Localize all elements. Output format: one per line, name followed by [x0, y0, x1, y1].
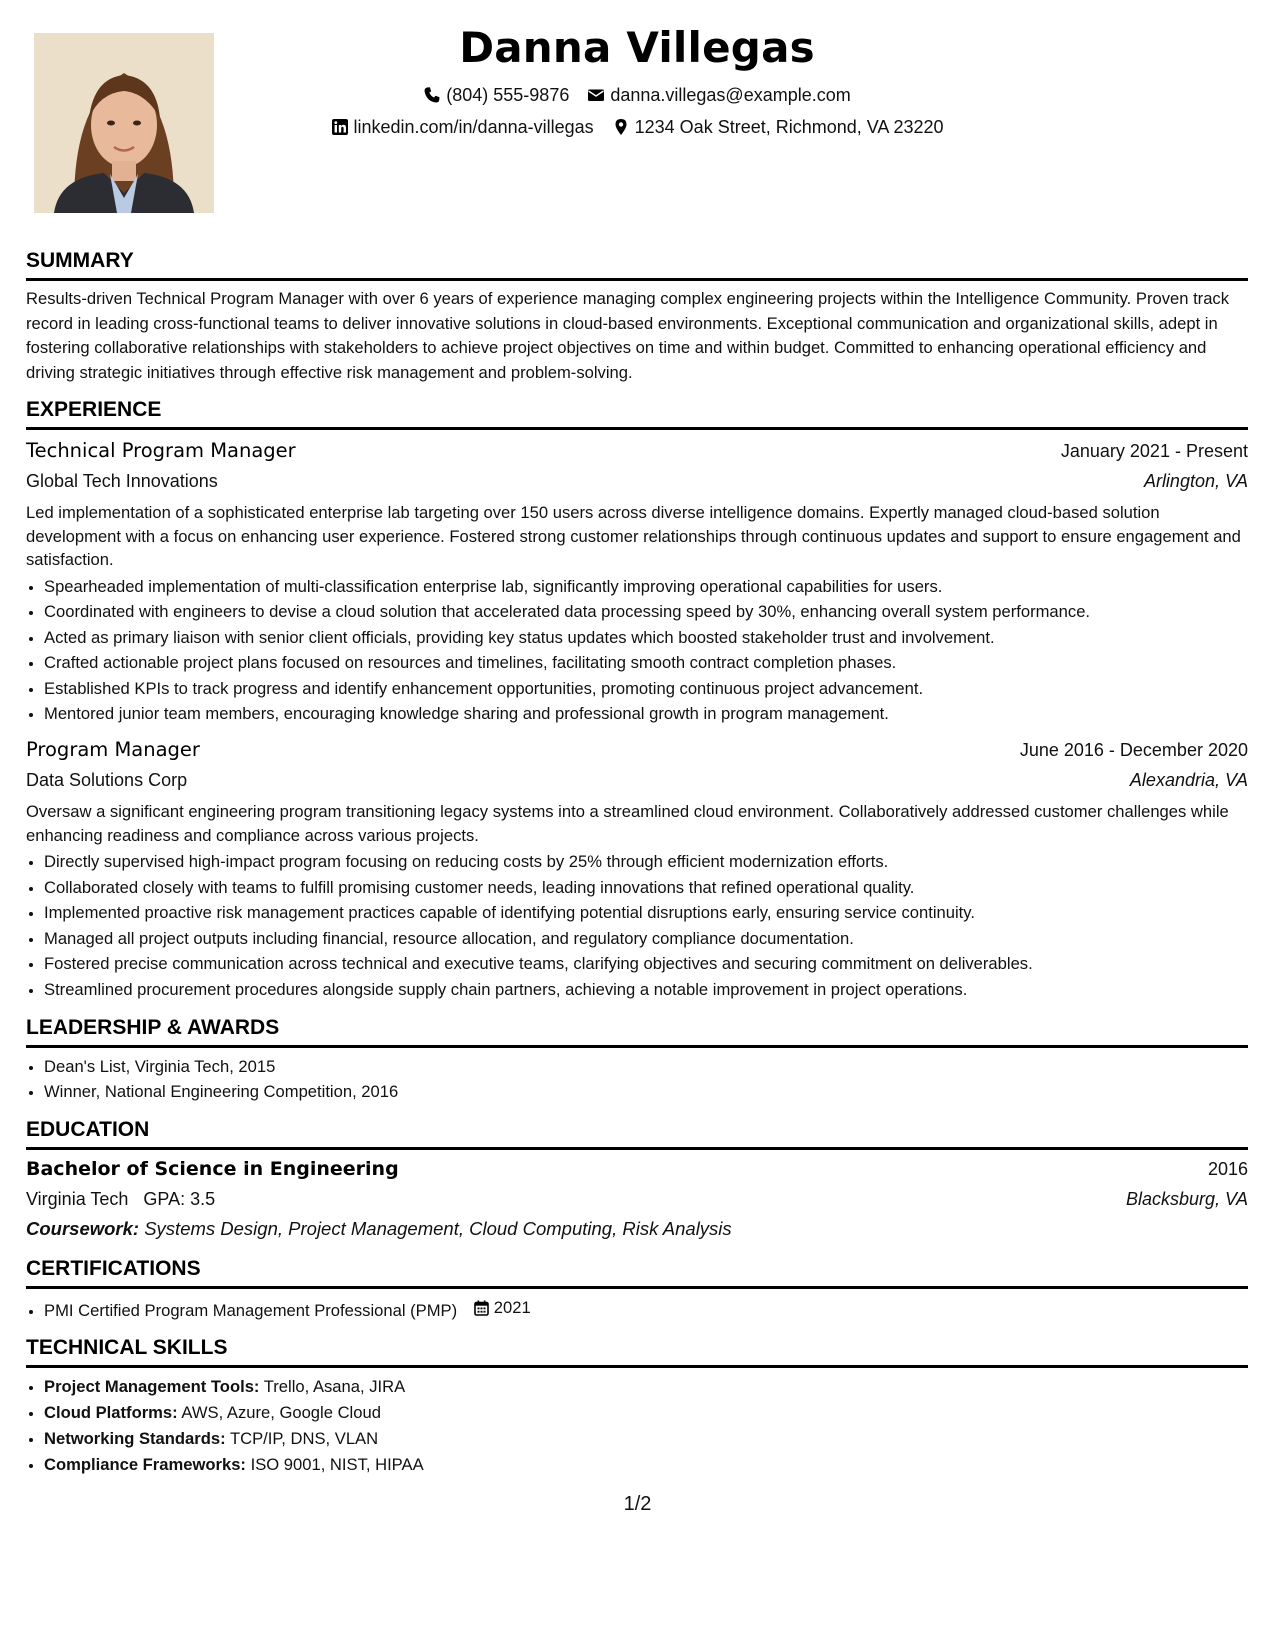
resume-page — [26, 0, 1248, 1489]
list-item — [44, 1452, 1248, 1478]
job-dates: June 2016 - December 2020 — [1019, 740, 1248, 761]
job-description: Oversaw a significant engineering program transitioning legacy systems into a streamlined cloud environment. Collaboratively addressed customer challenges while enhancing readiness and compliance across various projects. — [26, 802, 1229, 845]
contact-line-1 — [26, 83, 1248, 107]
name-block — [26, 20, 1248, 139]
awards-heading: LEADERSHIP & AWARDS — [26, 1015, 1248, 1048]
linkedin-contact[interactable] — [331, 115, 594, 139]
list-item: • Winner, National Engineering Competition, 2016 — [44, 1079, 1248, 1105]
map-pin-icon — [612, 118, 630, 136]
skills-list — [26, 1374, 1248, 1477]
certification-year: 2021 — [493, 1297, 531, 1317]
email-address: danna.villegas@example.com — [610, 85, 851, 105]
skill-label: Cloud Platforms: — [44, 1403, 178, 1422]
list-item: • Dean's List, Virginia Tech, 2015 — [44, 1054, 1248, 1080]
page-number: 1/2 — [623, 1493, 652, 1515]
job-dates: January 2021 - Present — [1060, 441, 1248, 461]
summary-section — [26, 248, 1248, 385]
list-item: • Mentored junior team members, encouraging knowledge sharing and professional growth in program management. — [44, 701, 1248, 727]
job-title: Program Manager — [26, 738, 200, 762]
job-bullets — [26, 849, 1248, 1003]
summary-heading: SUMMARY — [26, 248, 1248, 281]
coursework-list: Systems Design, Project Management, Cloud Computing, Risk Analysis — [144, 1217, 732, 1239]
list-item: • Directly supervised high-impact program focusing on reducing costs by 25% through efficient modernization efforts. — [44, 849, 1248, 875]
skill-value: ISO 9001, NIST, HIPAA — [250, 1454, 424, 1474]
school-info — [26, 1184, 215, 1214]
job-entry — [26, 735, 1248, 1003]
job-title: Technical Program Manager — [26, 439, 296, 462]
list-item — [44, 1374, 1248, 1400]
awards-list — [26, 1054, 1248, 1105]
list-item: • Collaborated closely with teams to fulfill promising customer needs, leading innovations that refined operational quality. — [44, 875, 1248, 901]
email-contact[interactable] — [587, 83, 850, 107]
certifications-list — [26, 1295, 1248, 1323]
contact-line-2 — [26, 115, 1248, 139]
degree-title: Bachelor of Science in Engineering — [26, 1157, 399, 1180]
gpa: GPA: 3.5 — [143, 1188, 216, 1209]
list-item: • Managed all project outputs including financial, resource allocation, and regulatory compliance documentation. — [44, 926, 1248, 952]
phone-icon — [423, 86, 441, 104]
job-entry — [26, 436, 1248, 727]
skill-label: Networking Standards: — [44, 1428, 226, 1448]
coursework-label: Coursework: — [26, 1217, 140, 1239]
linkedin-icon — [331, 118, 349, 136]
list-item — [44, 1426, 1248, 1452]
address-contact — [612, 115, 944, 139]
list-item: • Streamlined procurement procedures alongside supply chain partners, achieving a notable improvement in project operations. — [44, 977, 1248, 1003]
skill-label: Compliance Frameworks: — [44, 1454, 246, 1474]
home-address: 1234 Oak Street, Richmond, VA 23220 — [634, 117, 944, 137]
awards-section — [26, 1015, 1248, 1105]
phone-contact[interactable] — [423, 83, 569, 107]
school-name: Virginia Tech — [26, 1188, 129, 1209]
job-description: Led implementation of a sophisticated enterprise lab targeting over 150 users across diverse intelligence domains. Expertly managed cloud-based solution development with a focus on enhancing user experience. Fostered strong customer relationships through continuous updates and support to ensure engagement and satisfaction. — [26, 503, 1241, 569]
list-item: • Spearheaded implementation of multi-classification enterprise lab, significantly improving operational capabilities for users. — [44, 574, 1248, 600]
job-location: Alexandria, VA — [1129, 770, 1248, 791]
job-bullets — [26, 574, 1248, 728]
phone-number: (804) 555-9876 — [446, 85, 570, 105]
graduation-year: 2016 — [1207, 1158, 1248, 1179]
skills-section — [26, 1335, 1248, 1477]
coursework — [26, 1214, 1248, 1244]
school-location: Blacksburg, VA — [1125, 1188, 1248, 1209]
envelope-icon — [587, 86, 605, 104]
summary-text: Results-driven Technical Program Manager with over 6 years of experience managing complex engineering projects within the Intelligence Community. Proven track record in leading cross-functional teams to deliver innovative solutions in cloud-based environments. Exceptional communication and organizational skills, adept in fostering collaborative relationships with stakeholders to achieve project objectives on time and within budget. Committed to enhancing operational efficiency and driving strategic initiatives through effective risk management and problem-solving. — [26, 289, 1230, 382]
list-item: • Implemented proactive risk management practices capable of identifying potential disruptions early, ensuring service continuity. — [44, 900, 1248, 926]
list-item — [44, 1295, 1248, 1323]
list-item: • Coordinated with engineers to devise a cloud solution that accelerated data processing speed by 30%, enhancing overall system performance. — [44, 599, 1248, 625]
skill-value: AWS, Azure, Google Cloud — [181, 1403, 381, 1422]
education-section — [26, 1117, 1248, 1244]
experience-section — [26, 397, 1248, 1003]
certification-name: PMI Certified Program Management Professional (PMP) — [44, 1300, 458, 1320]
resume-header — [26, 0, 1248, 248]
job-company: Data Solutions Corp — [26, 770, 188, 791]
list-item — [44, 1400, 1248, 1426]
list-item: • Acted as primary liaison with senior client officials, providing key status updates which boosted stakeholder trust and involvement. — [44, 625, 1248, 651]
certifications-heading: CERTIFICATIONS — [26, 1256, 1248, 1289]
skills-heading: TECHNICAL SKILLS — [26, 1335, 1248, 1368]
skill-value: Trello, Asana, JIRA — [263, 1377, 406, 1397]
certifications-section — [26, 1256, 1248, 1323]
candidate-name: Danna Villegas — [459, 23, 815, 72]
list-item: • Fostered precise communication across technical and executive teams, clarifying objectives and securing commitment on deliverables. — [44, 951, 1248, 977]
skill-value: TCP/IP, DNS, VLAN — [229, 1428, 379, 1448]
certification-date — [474, 1295, 531, 1321]
calendar-icon — [474, 1300, 489, 1316]
list-item: • Established KPIs to track progress and identify enhancement opportunities, promoting continuous project advancement. — [44, 676, 1248, 702]
skill-label: Project Management Tools: — [44, 1377, 260, 1397]
job-location: Arlington, VA — [1143, 471, 1248, 491]
linkedin-url: linkedin.com/in/danna-villegas — [353, 117, 594, 137]
experience-heading: EXPERIENCE — [26, 397, 1248, 430]
job-company: Global Tech Innovations — [26, 471, 218, 491]
education-heading: EDUCATION — [26, 1117, 1248, 1150]
list-item: • Crafted actionable project plans focused on resources and timelines, facilitating smooth contract completion phases. — [44, 650, 1248, 676]
